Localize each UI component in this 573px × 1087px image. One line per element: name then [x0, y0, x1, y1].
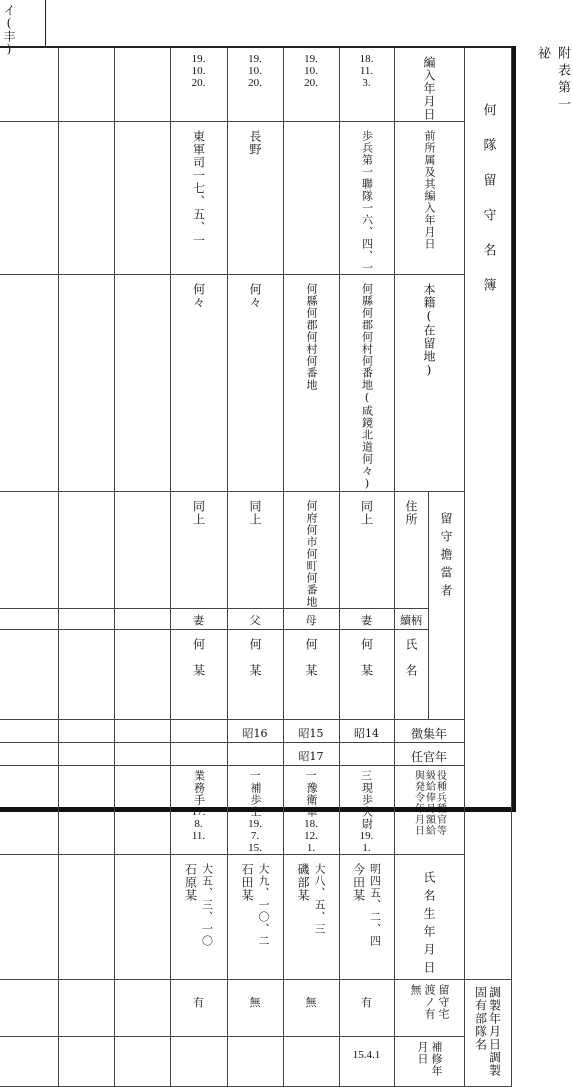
record-1-relation: 妻 [339, 609, 394, 630]
record-1-rank: 三 現歩大尉 19. 1. [339, 766, 394, 855]
record-3-name: 石田某 大九、一〇、二 [227, 855, 283, 980]
blank-cell [0, 743, 58, 766]
record-4-name: 石原某 大五、三、一〇 [170, 855, 227, 980]
row-name-birth [0, 855, 511, 980]
record-3-commission [227, 743, 283, 766]
blank-cell [114, 743, 170, 766]
record-4-guardian: 何某 [170, 630, 227, 720]
record-2-name: 磯部某 大八、五、三 [283, 855, 339, 980]
record-1-guardian: 何某 [339, 630, 394, 720]
header-domicile: 本籍(在留地) [394, 275, 464, 492]
appendix-label: 附表第一 [555, 46, 570, 114]
record-3-relation: 父 [227, 609, 283, 630]
blank-cell [114, 492, 170, 609]
record-1-prior-unit: 歩兵第一聯隊一六、四、一 [339, 122, 394, 275]
record-1-domicile: 何縣何郡何村何番地(咸鏡北道何々) [339, 275, 394, 492]
blank-cell [114, 48, 170, 122]
record-1-enlist: 18. 11. 3. [339, 48, 394, 122]
header-revision: 補修年月日 [394, 1036, 464, 1086]
header-name-birth: 氏名生年月日 [394, 855, 464, 980]
blank-cell [0, 720, 58, 743]
header-relation: 續柄 [394, 609, 428, 630]
record-3-conscription: 昭16 [227, 720, 283, 743]
page-mark: イ(丰) [2, 4, 16, 56]
record-3-allowance: 無 [227, 980, 283, 1037]
blank-cell [58, 743, 114, 766]
blank-cell [114, 275, 170, 492]
record-3-enlist: 19. 10. 20. [227, 48, 283, 122]
record-2-rank: 一 豫衛軍 18. 12. 1. [283, 766, 339, 855]
blank-cell [0, 492, 58, 609]
blank-cell [58, 609, 114, 630]
blank-cell [0, 609, 58, 630]
record-4-revision [170, 1036, 227, 1086]
record-2-revision [283, 1036, 339, 1086]
record-4-relation: 妻 [170, 609, 227, 630]
row-revision [0, 1036, 511, 1086]
blank-cell [0, 766, 58, 855]
blank-cell [114, 609, 170, 630]
header-enlist-date: 編入年月日 [394, 48, 464, 122]
row-guardian-home [0, 980, 511, 1037]
blank-cell [58, 122, 114, 275]
row-prior-unit [0, 122, 511, 275]
record-4-domicile: 何々 [170, 275, 227, 492]
blank-cell [58, 48, 114, 122]
record-1-address: 同上 [339, 492, 394, 609]
prep-info-cell: 調製年月日調製固有部隊名 [464, 980, 511, 1087]
blank-cell [0, 980, 58, 1037]
row-guardian-address [0, 492, 511, 609]
record-2-address: 何府何市何町何番地 [283, 492, 339, 609]
blank-cell [58, 1036, 114, 1086]
record-4-rank: 業務手 17. 8. 11. [170, 766, 227, 855]
classification-mark: 祕 [535, 46, 550, 63]
record-3-guardian: 何某 [227, 630, 283, 720]
row-commission [0, 743, 511, 766]
blank-cell [58, 492, 114, 609]
blank-cell [58, 275, 114, 492]
blank-cell [58, 720, 114, 743]
header-guardian-home: 留守宅渡ノ有無 [394, 980, 464, 1037]
record-2-relation: 母 [283, 609, 339, 630]
blank-cell [0, 855, 58, 980]
record-2-commission: 昭17 [283, 743, 339, 766]
record-4-allowance: 有 [170, 980, 227, 1037]
header-prior-unit: 前所属及其編入年月日 [394, 122, 464, 275]
blank-cell [114, 630, 170, 720]
record-1-commission [339, 743, 394, 766]
row-domicile [0, 275, 511, 492]
blank-cell [114, 980, 170, 1037]
blank-cell [58, 855, 114, 980]
blank-cell [58, 630, 114, 720]
header-commission: 任官年 [394, 743, 464, 766]
record-3-domicile: 何々 [227, 275, 283, 492]
blank-cell [114, 1036, 170, 1086]
record-1-name: 今田某 明四五、二、四 [339, 855, 394, 980]
form-title-cell: 何隊留守名簿 [464, 48, 511, 980]
record-3-rank: 一 補歩上 19. 7. 15. [227, 766, 283, 855]
record-4-commission [170, 743, 227, 766]
blank-cell [0, 1036, 58, 1086]
record-4-prior-unit: 東軍司一七、五、一 [170, 122, 227, 275]
record-2-enlist: 19. 10. 20. [283, 48, 339, 122]
blank-cell [0, 275, 58, 492]
record-3-revision [227, 1036, 283, 1086]
record-3-address: 同上 [227, 492, 283, 609]
record-3-prior-unit: 長野 [227, 122, 283, 275]
record-1-allowance: 有 [339, 980, 394, 1037]
blank-cell [0, 122, 58, 275]
record-2-prior-unit [283, 122, 339, 275]
blank-cell [114, 855, 170, 980]
header-name: 氏名 [394, 630, 428, 720]
record-1-conscription: 昭14 [339, 720, 394, 743]
record-4-address: 同上 [170, 492, 227, 609]
record-4-enlist: 19. 10. 20. [170, 48, 227, 122]
page-mark-divider [45, 0, 46, 46]
blank-cell [58, 980, 114, 1037]
blank-cell [58, 766, 114, 855]
blank-cell [114, 766, 170, 855]
record-2-domicile: 何縣何郡何村何番地 [283, 275, 339, 492]
row-enlist-date [0, 48, 511, 122]
header-guardian-group: 留守擔當者 [428, 492, 464, 720]
register-table [0, 48, 512, 1087]
register-form [0, 46, 516, 1077]
blank-cell [114, 122, 170, 275]
header-conscription: 徴集年 [394, 720, 464, 743]
record-2-guardian: 何某 [283, 630, 339, 720]
record-1-revision: 15.4.1 [339, 1036, 394, 1086]
row-conscription [0, 720, 511, 743]
blank-cell [0, 48, 58, 122]
record-2-allowance: 無 [283, 980, 339, 1037]
header-rank-info: 役種兵種官等級給俸月額給與発令年月日 [394, 766, 464, 855]
record-2-conscription: 昭15 [283, 720, 339, 743]
row-rank [0, 766, 511, 855]
blank-cell [114, 720, 170, 743]
record-4-conscription [170, 720, 227, 743]
blank-cell [0, 630, 58, 720]
header-address: 住所 [394, 492, 428, 609]
